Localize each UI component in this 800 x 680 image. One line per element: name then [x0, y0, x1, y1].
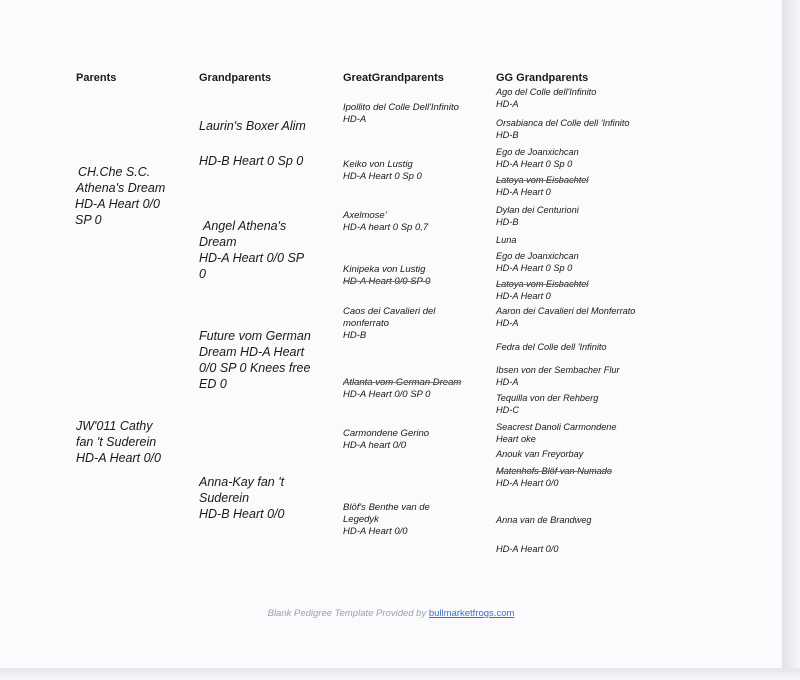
ggg-health: HD-A Heart 0 Sp 0 — [496, 263, 573, 273]
great-grandparent — [343, 428, 429, 452]
scan-edge-bottom — [0, 668, 800, 680]
header-great-grandparents: GreatGrandparents — [343, 72, 444, 84]
gg-grandparent — [496, 174, 588, 198]
template-credit — [0, 608, 782, 619]
ggg-name: Seacrest Danoli Carmondene — [496, 422, 617, 432]
great-grandparent — [343, 264, 430, 288]
gg-grandparent — [496, 543, 558, 555]
gg-health: HD-A Heart 0/0 SP 0 — [343, 276, 431, 287]
parent-sire — [75, 164, 166, 228]
ggg-health: HD-C — [496, 405, 519, 415]
dam-line: JW'011 Cathy — [76, 419, 153, 433]
ggg-health: HD-A — [496, 99, 519, 109]
gg-name: Keiko von Lustig — [343, 159, 413, 170]
gg-grandparent — [496, 364, 620, 388]
sire-line: HD-A Heart 0/0 — [75, 197, 160, 211]
ggg-health: HD-A — [496, 318, 519, 328]
grandparent-line: 0/0 SP 0 Knees free — [199, 361, 311, 375]
gg-health: HD-A — [343, 114, 367, 125]
grandparent-1-health: HD-B Heart 0 Sp 0 — [199, 154, 304, 168]
parent-dam — [76, 418, 161, 466]
gg-name: Legedyk — [343, 514, 379, 525]
dam-line: HD-A Heart 0/0 — [76, 451, 161, 465]
ggg-name: Anna van de Brandweg — [496, 515, 592, 525]
sire-line: SP 0 — [75, 213, 102, 227]
grandparent-2 — [199, 218, 304, 282]
gg-name: Ipollito del Colle Dell'Infinito — [343, 102, 459, 113]
gg-name: Caos dei Cavalieri del — [343, 306, 436, 317]
great-grandparent — [343, 159, 422, 183]
gg-grandparent — [496, 146, 579, 170]
grandparent-line: HD-A Heart 0/0 SP — [199, 251, 305, 265]
header-gg-grandparents: GG Grandparents — [496, 72, 589, 84]
gg-health: HD-A Heart 0/0 — [343, 526, 408, 537]
grandparent-line: Angel Athena's — [203, 219, 287, 233]
grandparent-4 — [199, 474, 284, 522]
gg-health: HD-A heart 0 Sp 0,7 — [343, 222, 429, 233]
gg-grandparent — [496, 117, 630, 141]
great-grandparent — [343, 502, 430, 538]
ggg-name: Ibsen von der Sembacher Flur — [496, 365, 620, 375]
grandparent-line: HD-B Heart 0/0 — [199, 507, 285, 521]
ggg-name: Aaron dei Cavalieri del Monferrato — [496, 306, 636, 316]
ggg-name: Ego de Joanxichcan — [496, 147, 579, 157]
ggg-health: Heart oke — [496, 434, 536, 444]
ggg-name: Dylan dei Centurioni — [496, 205, 579, 215]
gg-name: Blöf's Benthe van de — [343, 502, 430, 513]
great-grandparent — [343, 377, 461, 401]
grandparent-line: Laurin's Boxer Alim — [199, 119, 306, 133]
grandparent-1 — [199, 118, 306, 134]
scan-edge — [782, 0, 800, 680]
gg-grandparent — [496, 204, 579, 228]
ggg-name: Ago del Colle dell'Infinito — [496, 87, 597, 97]
great-grandparent — [343, 210, 428, 234]
header-grandparents: Grandparents — [199, 72, 272, 84]
gg-grandparent — [496, 392, 598, 416]
ggg-health: HD-B — [496, 217, 519, 227]
grandparent-line: Suderein — [199, 491, 250, 505]
gg-grandparent — [496, 278, 588, 302]
ggg-name: Tequilla von der Rehberg — [496, 393, 599, 403]
ggg-health: HD-B — [496, 130, 519, 140]
grandparent-line: Future vom German — [199, 329, 311, 343]
ggg-health: HD-A Heart 0/0 — [496, 478, 559, 488]
ggg-name: Latoya vom Eisbachtel — [496, 279, 589, 289]
gg-name: Carmondene Gerino — [343, 428, 430, 439]
gg-grandparent — [496, 448, 583, 460]
gg-name: Atlanta vom German Dream — [343, 377, 462, 388]
gg-name: monferrato — [343, 318, 389, 329]
gg-grandparent — [496, 234, 516, 246]
ggg-name: Ego de Joanxichcan — [496, 251, 579, 261]
grandparent-line: Dream — [199, 235, 237, 249]
gg-grandparent — [496, 465, 612, 489]
ggg-health: HD-A — [496, 377, 519, 387]
gg-health: HD-A heart 0/0 — [343, 440, 407, 451]
grandparent-line: Anna-Kay fan 't — [199, 475, 285, 489]
gg-grandparent — [496, 514, 592, 526]
ggg-health: HD-A Heart 0 — [496, 187, 551, 197]
gg-grandparent — [496, 341, 607, 353]
ggg-health: HD-A Heart 0 Sp 0 — [496, 159, 573, 169]
gg-grandparent — [496, 250, 579, 274]
ggg-name: Luna — [496, 235, 517, 245]
gg-name: Kinipeka von Lustig — [343, 264, 426, 275]
dam-line: fan 't Suderein — [76, 435, 157, 449]
gg-grandparent — [496, 86, 596, 110]
great-grandparent — [343, 102, 459, 126]
ggg-health: HD-A Heart 0/0 — [496, 544, 559, 554]
header-parents: Parents — [76, 72, 117, 84]
gg-name: Axelmose' — [343, 210, 387, 221]
gg-health: HD-A Heart 0/0 SP 0 — [343, 389, 431, 400]
sire-line: CH.Che S.C. — [78, 165, 151, 179]
gg-grandparent — [496, 421, 617, 445]
ggg-name: Fedra del Colle dell 'Infinito — [496, 342, 607, 352]
gg-health: HD-A Heart 0 Sp 0 — [343, 171, 422, 182]
sire-line: Athena's Dream — [76, 181, 166, 195]
gg-grandparent — [496, 305, 635, 329]
grandparent-line: Dream HD-A Heart — [199, 345, 305, 359]
grandparent-line: ED 0 — [199, 377, 227, 391]
ggg-name: Latoya vom Eisbachtel — [496, 175, 589, 185]
ggg-name: Anouk van Freyorbay — [496, 449, 584, 459]
great-grandparent — [343, 306, 435, 342]
ggg-name: Matenhofs Blöf van Numado — [496, 466, 612, 476]
grandparent-line: 0 — [199, 267, 206, 281]
credit-link[interactable]: bullmarketfrogs.com — [428, 608, 515, 619]
gg-health: HD-B — [343, 330, 367, 341]
grandparent-3 — [199, 328, 311, 392]
ggg-health: HD-A Heart 0 — [496, 291, 551, 301]
credit-text: Blank Pedigree Template Provided by — [267, 608, 429, 619]
ggg-name: Orsabianca del Colle dell 'Infinito — [496, 118, 630, 128]
